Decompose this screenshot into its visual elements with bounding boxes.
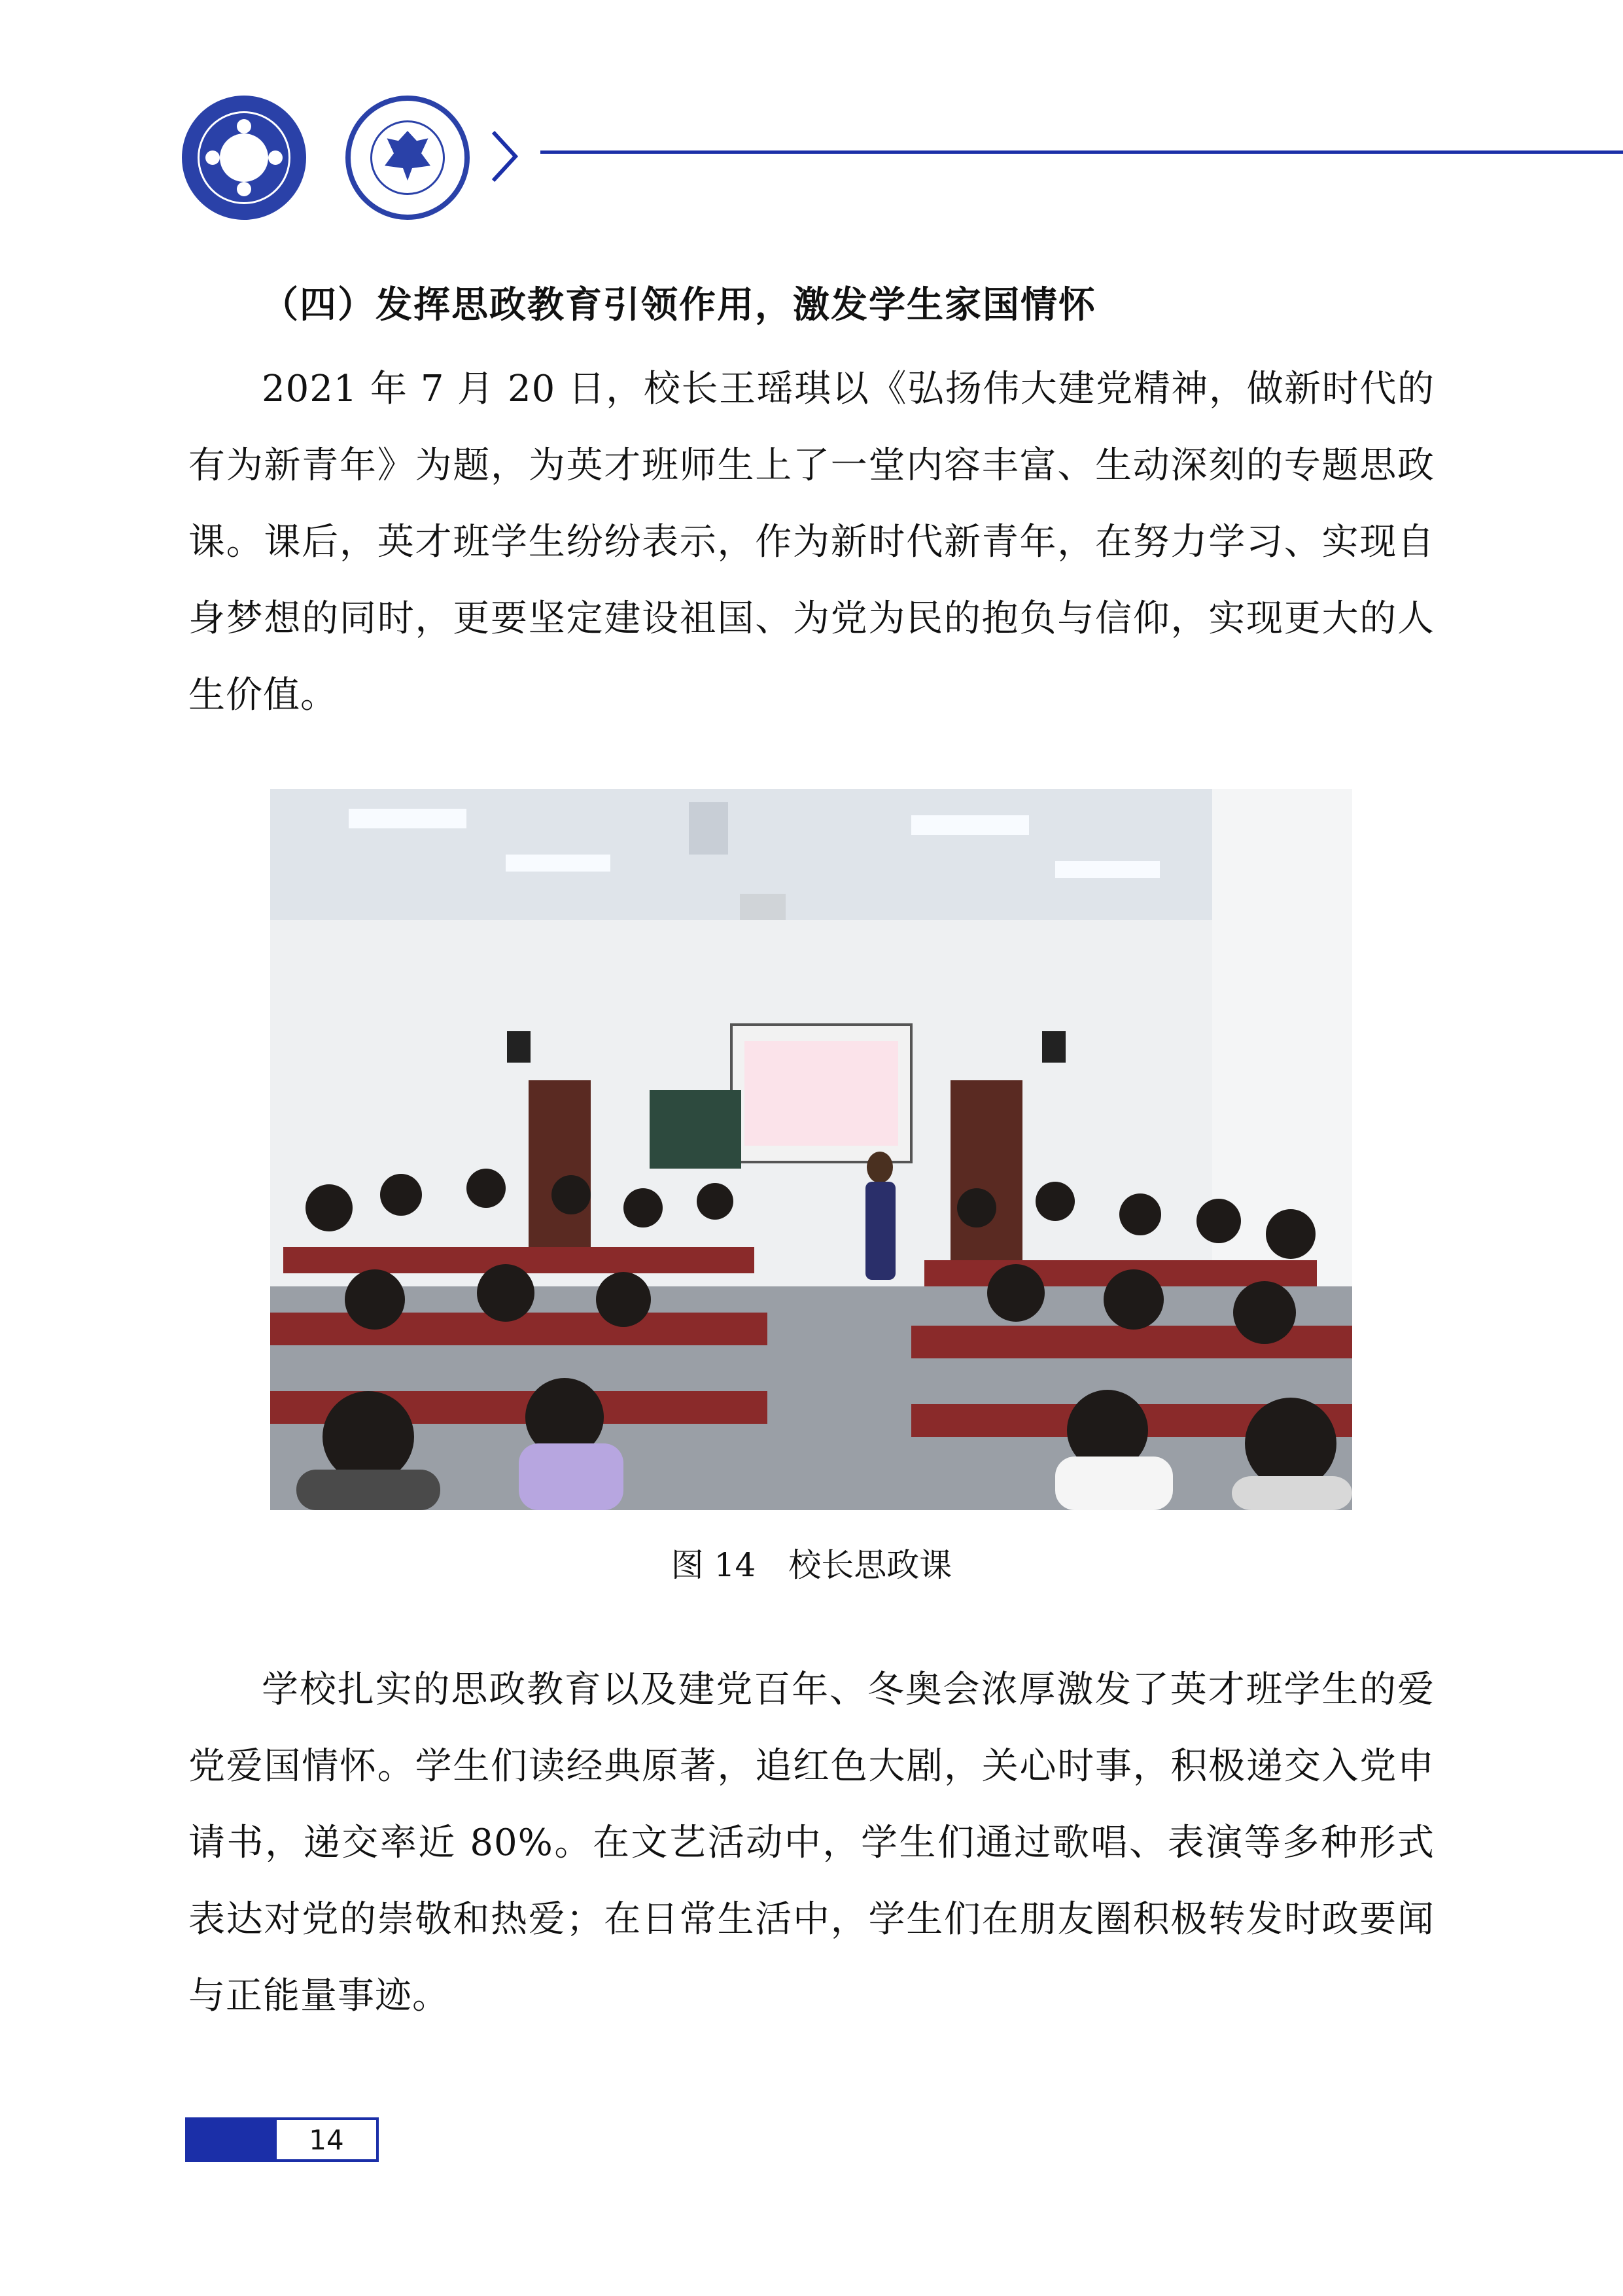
- page-number-accent: [188, 2120, 277, 2159]
- header-rule: [540, 150, 1623, 154]
- page-number-box: [185, 2117, 379, 2162]
- chevron-right-icon: [489, 130, 519, 183]
- paragraph-1: 2021 年 7 月 20 日，校长王瑶琪以《弘扬伟大建党精神，做新时代的有为新青年》为题，为英才班师生上了一堂内容丰富、生动深刻的专题思政课。课后，英才班学生纷纷表示，作为新时代新青年，在努力学习、实现自身梦想的同时，更要坚定建设祖国、为党为民的抱负与信仰，实现更大的人生价值。: [188, 368, 1435, 716]
- cas-emblem-icon: [182, 96, 306, 220]
- figure-caption: 图 14 校长思政课: [671, 1546, 952, 1584]
- classroom-photo-illustration: [270, 789, 1352, 1510]
- classroom-photo: [270, 789, 1352, 1510]
- section-heading: （四）发挥思政教育引领作用，激发学生家国情怀: [262, 284, 1096, 327]
- page-number: 14: [309, 2123, 344, 2156]
- cufe-emblem-icon: [345, 96, 470, 220]
- paragraph-2: 学校扎实的思政教育以及建党百年、冬奥会浓厚激发了英才班学生的爱党爱国情怀。学生们读经典原著，追红色大剧，关心时事，积极递交入党申请书，递交率近 80%。在文艺活动中，学生们通过歌唱、表演等多种形式表达对党的崇敬和热爱；在日常生活中，学生们在朋友圈积极转发时政要闻与正能量事迹。: [188, 1669, 1435, 2017]
